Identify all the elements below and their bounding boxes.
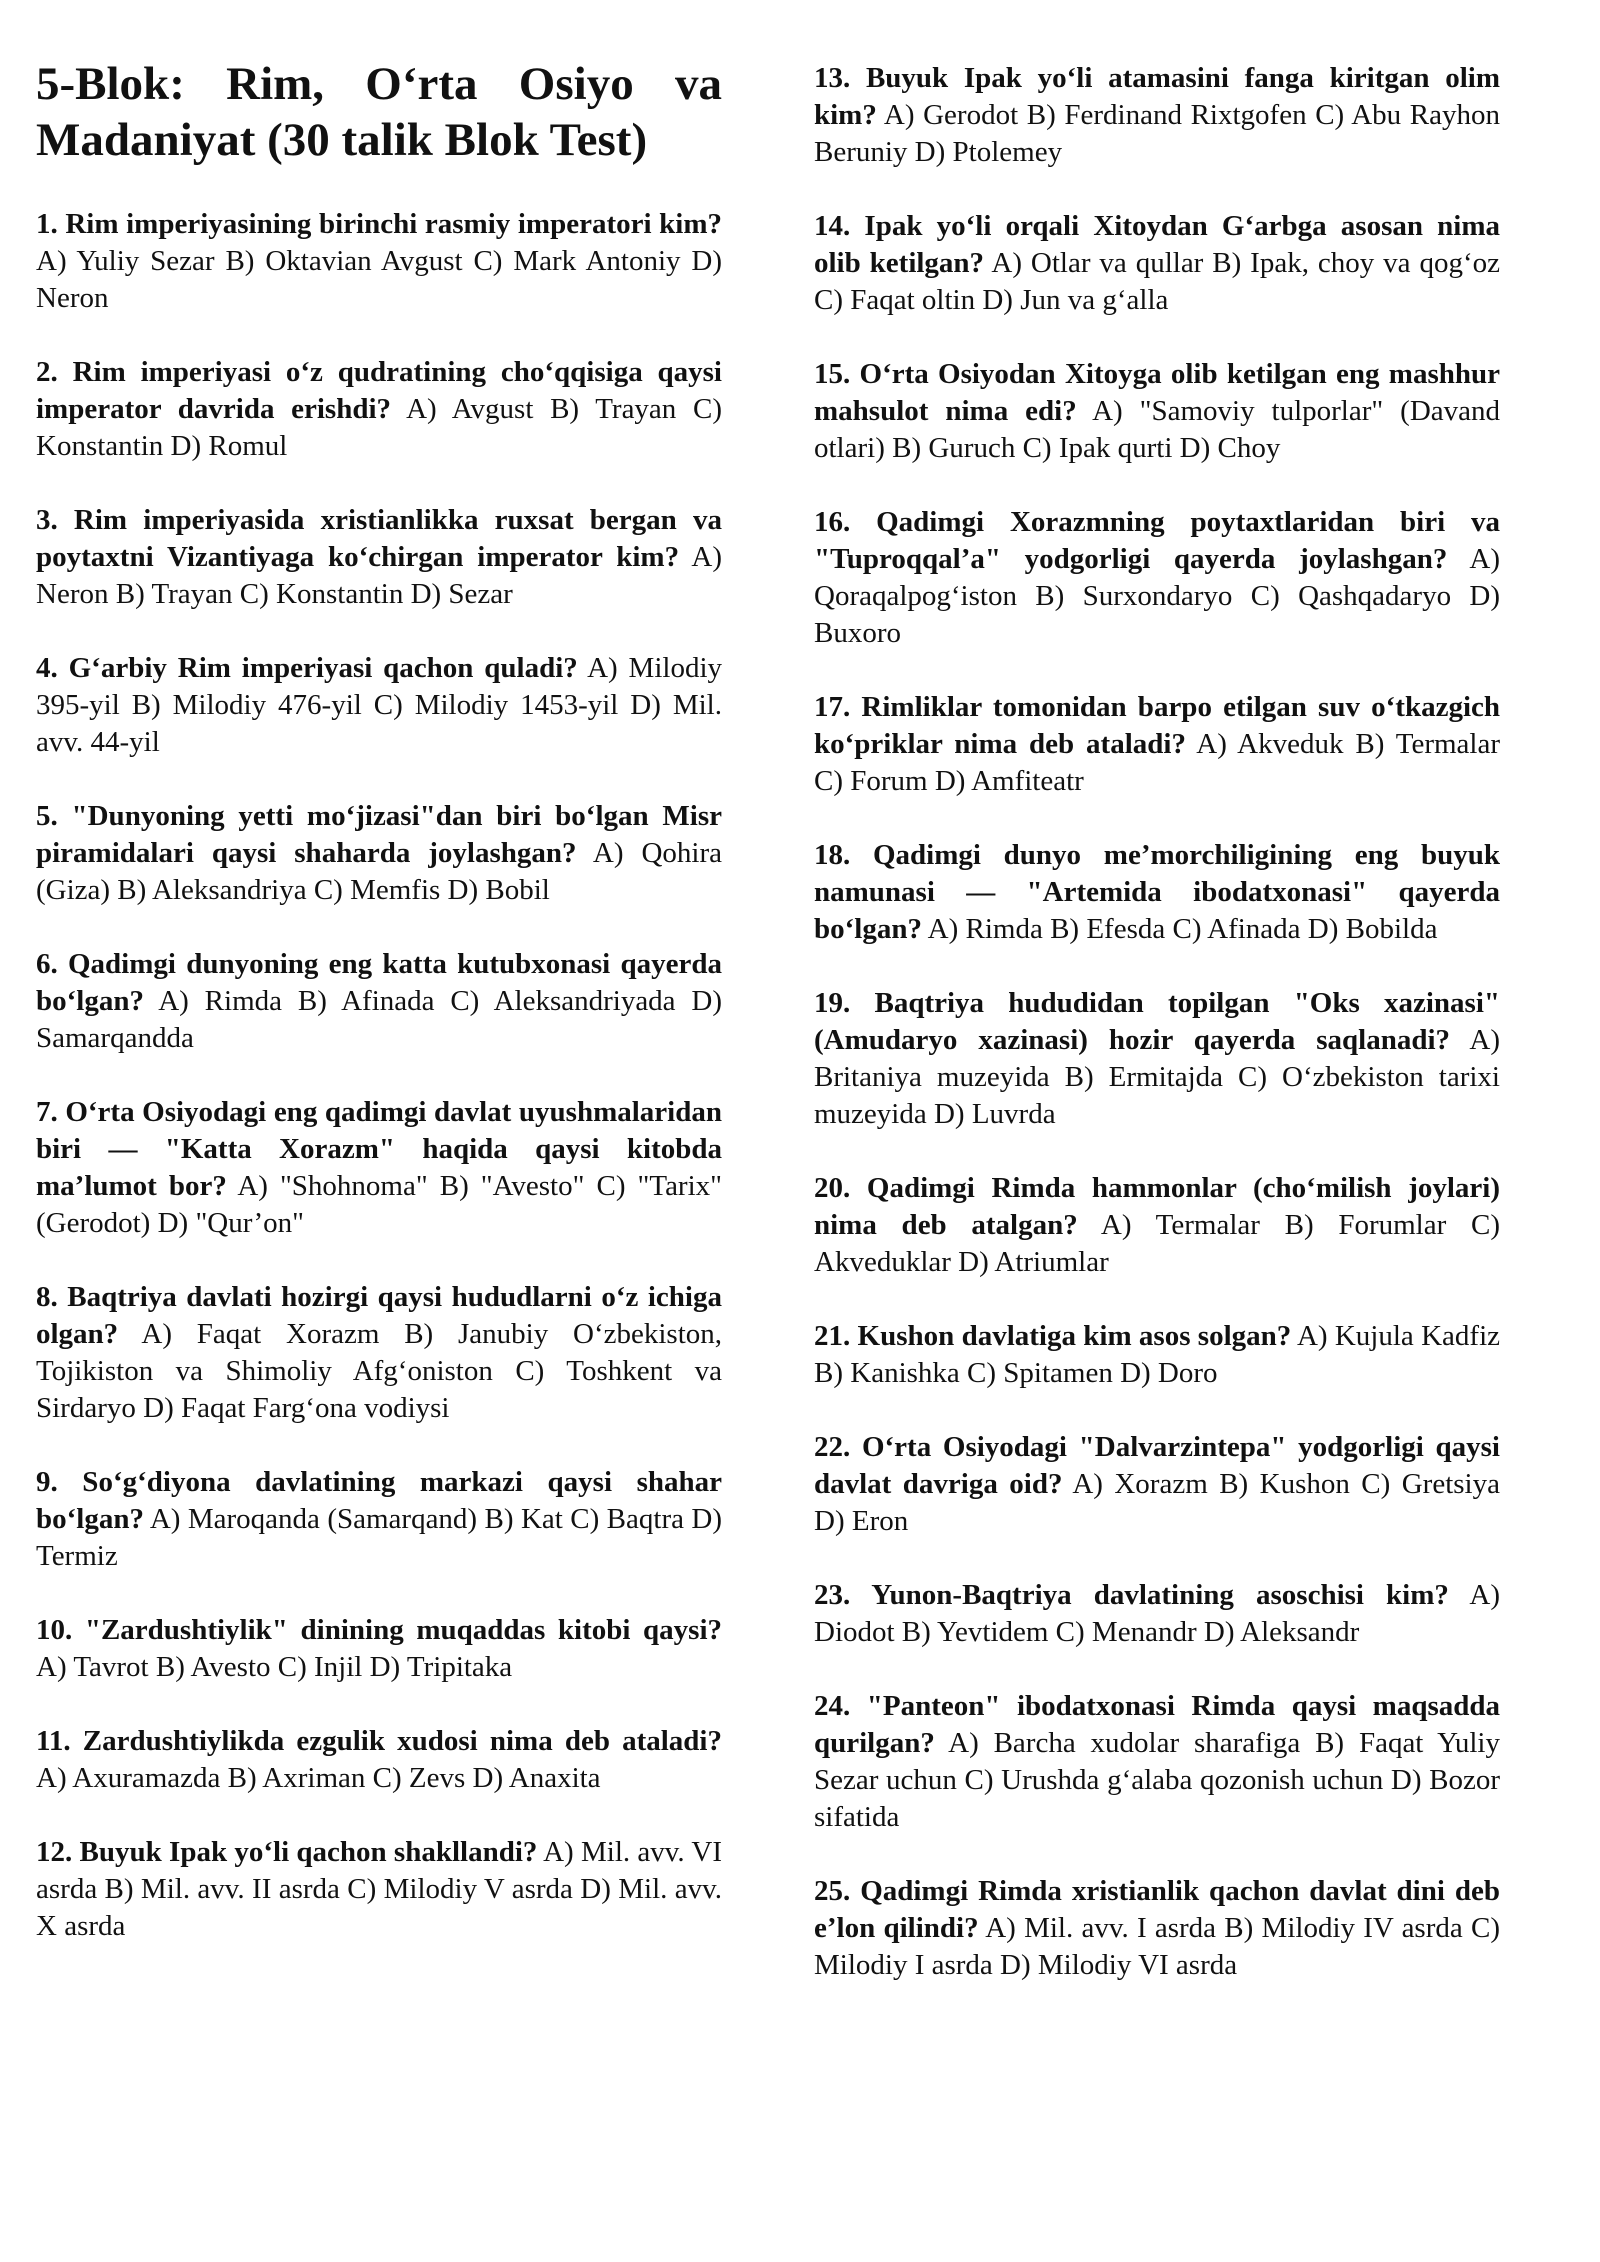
question-text: 11. Zardushtiylikda ezgulik xudosi nima deb ataladi? [36, 1725, 722, 1757]
question-text: 10. "Zardushtiylik" dinining muqaddas kitobi qaysi? [36, 1614, 722, 1646]
question-item [814, 1577, 1500, 1651]
question-item [36, 206, 722, 317]
right-question-list [814, 60, 1500, 1984]
question-item [814, 1318, 1500, 1392]
question-item [814, 208, 1500, 319]
left-column [36, 56, 722, 1982]
question-item [814, 1873, 1500, 1984]
question-item [814, 689, 1500, 800]
question-item [36, 354, 722, 465]
answer-options: A) Axuramazda B) Axriman C) Zevs D) Anaxita [36, 1762, 601, 1794]
answer-options: A) Faqat Xorazm B) Janubiy O‘zbekiston, Tojikiston va Shimoliy Afg‘oniston C) Toshkent va Sirdaryo D) Faqat Farg‘ona vodiysi [36, 1318, 722, 1424]
answer-options: A) Avgust B) Trayan C) Konstantin D) Romul [36, 393, 722, 462]
question-item [814, 1429, 1500, 1540]
page-title: 5-Blok: Rim, O‘rta Osiyo va Madaniyat (30 talik Blok Test) [36, 58, 722, 166]
answer-options: A) Rimda B) Afinada C) Aleksandriyada D) Samarqandda [36, 985, 722, 1054]
answer-options: A) Gerodot B) Ferdinand Rixtgofen C) Abu Rayhon Beruniy D) Ptolemey [814, 99, 1500, 168]
answer-options: A) Tavrot B) Avesto C) Injil D) Tripitaka [36, 1651, 513, 1683]
question-item [36, 1612, 722, 1686]
question-text: 14. Ipak yo‘li orqali Xitoydan G‘arbga asosan nima olib ketilgan? [814, 210, 1500, 279]
question-item [814, 837, 1500, 948]
answer-options: A) Xorazm B) Kushon C) Gretsiya D) Eron [814, 1468, 1500, 1537]
question-item [814, 356, 1500, 467]
question-item [36, 1834, 722, 1945]
question-text: 12. Buyuk Ipak yo‘li qachon shakllandi? [36, 1836, 538, 1868]
question-text: 6. Qadimgi dunyoning eng katta kutubxonasi qayerda bo‘lgan? [36, 948, 722, 1017]
question-text: 5. "Dunyoning yetti mo‘jizasi"dan biri bo‘lgan Misr piramidalari qaysi shaharda joylashgan? [36, 800, 722, 869]
question-item [36, 502, 722, 613]
question-item [36, 650, 722, 761]
question-text: 7. O‘rta Osiyodagi eng qadimgi davlat uyushmalaridan biri — "Katta Xorazm" haqida qaysi kitobda ma’lumot bor? [36, 1096, 722, 1202]
answer-options: A) Otlar va qullar B) Ipak, choy va qog‘oz C) Faqat oltin D) Jun va g‘alla [814, 247, 1500, 316]
question-item [814, 1688, 1500, 1836]
question-item [36, 1723, 722, 1797]
question-text: 2. Rim imperiyasi o‘z qudratining cho‘qqisiga qaysi imperator davrida erishdi? [36, 356, 722, 425]
question-item [814, 504, 1500, 652]
question-item [36, 1464, 722, 1575]
question-text: 17. Rimliklar tomonidan barpo etilgan suv o‘tkazgich ko‘priklar nima deb ataladi? [814, 691, 1500, 760]
question-text: 8. Baqtriya davlati hozirgi qaysi hududlarni o‘z ichiga olgan? [36, 1281, 722, 1350]
question-text: 21. Kushon davlatiga kim asos solgan? [814, 1320, 1292, 1352]
question-item [36, 1094, 722, 1242]
question-text: 9. So‘g‘diyona davlatining markazi qaysi shahar bo‘lgan? [36, 1466, 722, 1535]
question-text: 4. G‘arbiy Rim imperiyasi qachon quladi? [36, 652, 578, 684]
question-item [814, 985, 1500, 1133]
question-text: 22. O‘rta Osiyodagi "Dalvarzintepa" yodgorligi qaysi davlat davriga oid? [814, 1431, 1500, 1500]
question-item [36, 1279, 722, 1427]
question-item [814, 60, 1500, 171]
answer-options: A) Yuliy Sezar B) Oktavian Avgust C) Mark Antoniy D) Neron [36, 245, 722, 314]
answer-options: A) Barcha xudolar sharafiga B) Faqat Yuliy Sezar uchun C) Urushda g‘alaba qozonish uchun D) Bozor sifatida [814, 1727, 1500, 1833]
question-text: 3. Rim imperiyasida xristianlikka ruxsat bergan va poytaxtni Vizantiyaga ko‘chirgan imperator kim? [36, 504, 722, 573]
answer-options: A) Britaniya muzeyida B) Ermitajda C) O‘zbekiston tarixi muzeyida D) Luvrda [814, 1024, 1500, 1130]
question-text: 19. Baqtriya hududidan topilgan "Oks xazinasi" (Amudaryo xazinasi) hozir qayerda saqlanadi? [814, 987, 1500, 1056]
answer-options: A) Mil. avv. VI asrda B) Mil. avv. II asrda C) Milodiy V asrda D) Mil. avv. X asrda [36, 1836, 722, 1942]
question-text: 13. Buyuk Ipak yo‘li atamasini fanga kiritgan olim kim? [814, 62, 1500, 131]
answer-options: A) "Shohnoma" B) "Avesto" C) "Tarix" (Gerodot) D) "Qur’on" [36, 1170, 722, 1239]
question-item [814, 1170, 1500, 1281]
answer-options: A) Maroqanda (Samarqand) B) Kat C) Baqtra D) Termiz [36, 1503, 722, 1572]
question-text: 18. Qadimgi dunyo me’morchiligining eng buyuk namunasi — "Artemida ibodatxonasi" qayerda bo‘lgan? [814, 839, 1500, 945]
answer-options: A) Qohira (Giza) B) Aleksandriya C) Memfis D) Bobil [36, 837, 722, 906]
question-text: 1. Rim imperiyasining birinchi rasmiy imperatori kim? [36, 208, 722, 240]
answer-options: A) Neron B) Trayan C) Konstantin D) Sezar [36, 541, 722, 610]
answer-options: A) Milodiy 395-yil B) Milodiy 476-yil C) Milodiy 1453-yil D) Mil. avv. 44-yil [36, 652, 723, 758]
question-text: 15. O‘rta Osiyodan Xitoyga olib ketilgan eng mashhur mahsulot nima edi? [814, 358, 1500, 427]
left-question-list [36, 206, 722, 1945]
question-text: 23. Yunon-Baqtriya davlatining asoschisi kim? [814, 1579, 1449, 1611]
answer-options: A) Mil. avv. I asrda B) Milodiy IV asrda C) Milodiy I asrda D) Milodiy VI asrda [814, 1912, 1500, 1981]
answer-options: A) Rimda B) Efesda C) Afinada D) Bobilda [927, 913, 1438, 945]
question-item [36, 798, 722, 909]
answer-options: A) Termalar B) Forumlar C) Akveduklar D) Atriumlar [814, 1209, 1500, 1278]
right-column [814, 60, 1500, 2021]
answer-options: A) Akveduk B) Termalar C) Forum D) Amfiteatr [814, 728, 1500, 797]
answer-options: A) "Samoviy tulporlar" (Davand otlari) B) Guruch C) Ipak qurti D) Choy [814, 395, 1501, 464]
question-text: 16. Qadimgi Xorazmning poytaxtlaridan biri va "Tuproqqal’a" yodgorligi qayerda joylashgan? [814, 506, 1500, 575]
question-text: 25. Qadimgi Rimda xristianlik qachon davlat dini deb e’lon qilindi? [814, 1875, 1500, 1944]
answer-options: A) Kujula Kadfiz B) Kanishka C) Spitamen D) Doro [814, 1320, 1500, 1389]
question-text: 20. Qadimgi Rimda hammonlar (cho‘milish joylari) nima deb atalgan? [814, 1172, 1500, 1241]
question-item [36, 946, 722, 1057]
answer-options: A) Qoraqalpog‘iston B) Surxondaryo C) Qashqadaryo D) Buxoro [814, 543, 1501, 649]
question-text: 24. "Panteon" ibodatxonasi Rimda qaysi maqsadda qurilgan? [814, 1690, 1500, 1759]
answer-options: A) Diodot B) Yevtidem C) Menandr D) Aleksandr [814, 1579, 1500, 1648]
